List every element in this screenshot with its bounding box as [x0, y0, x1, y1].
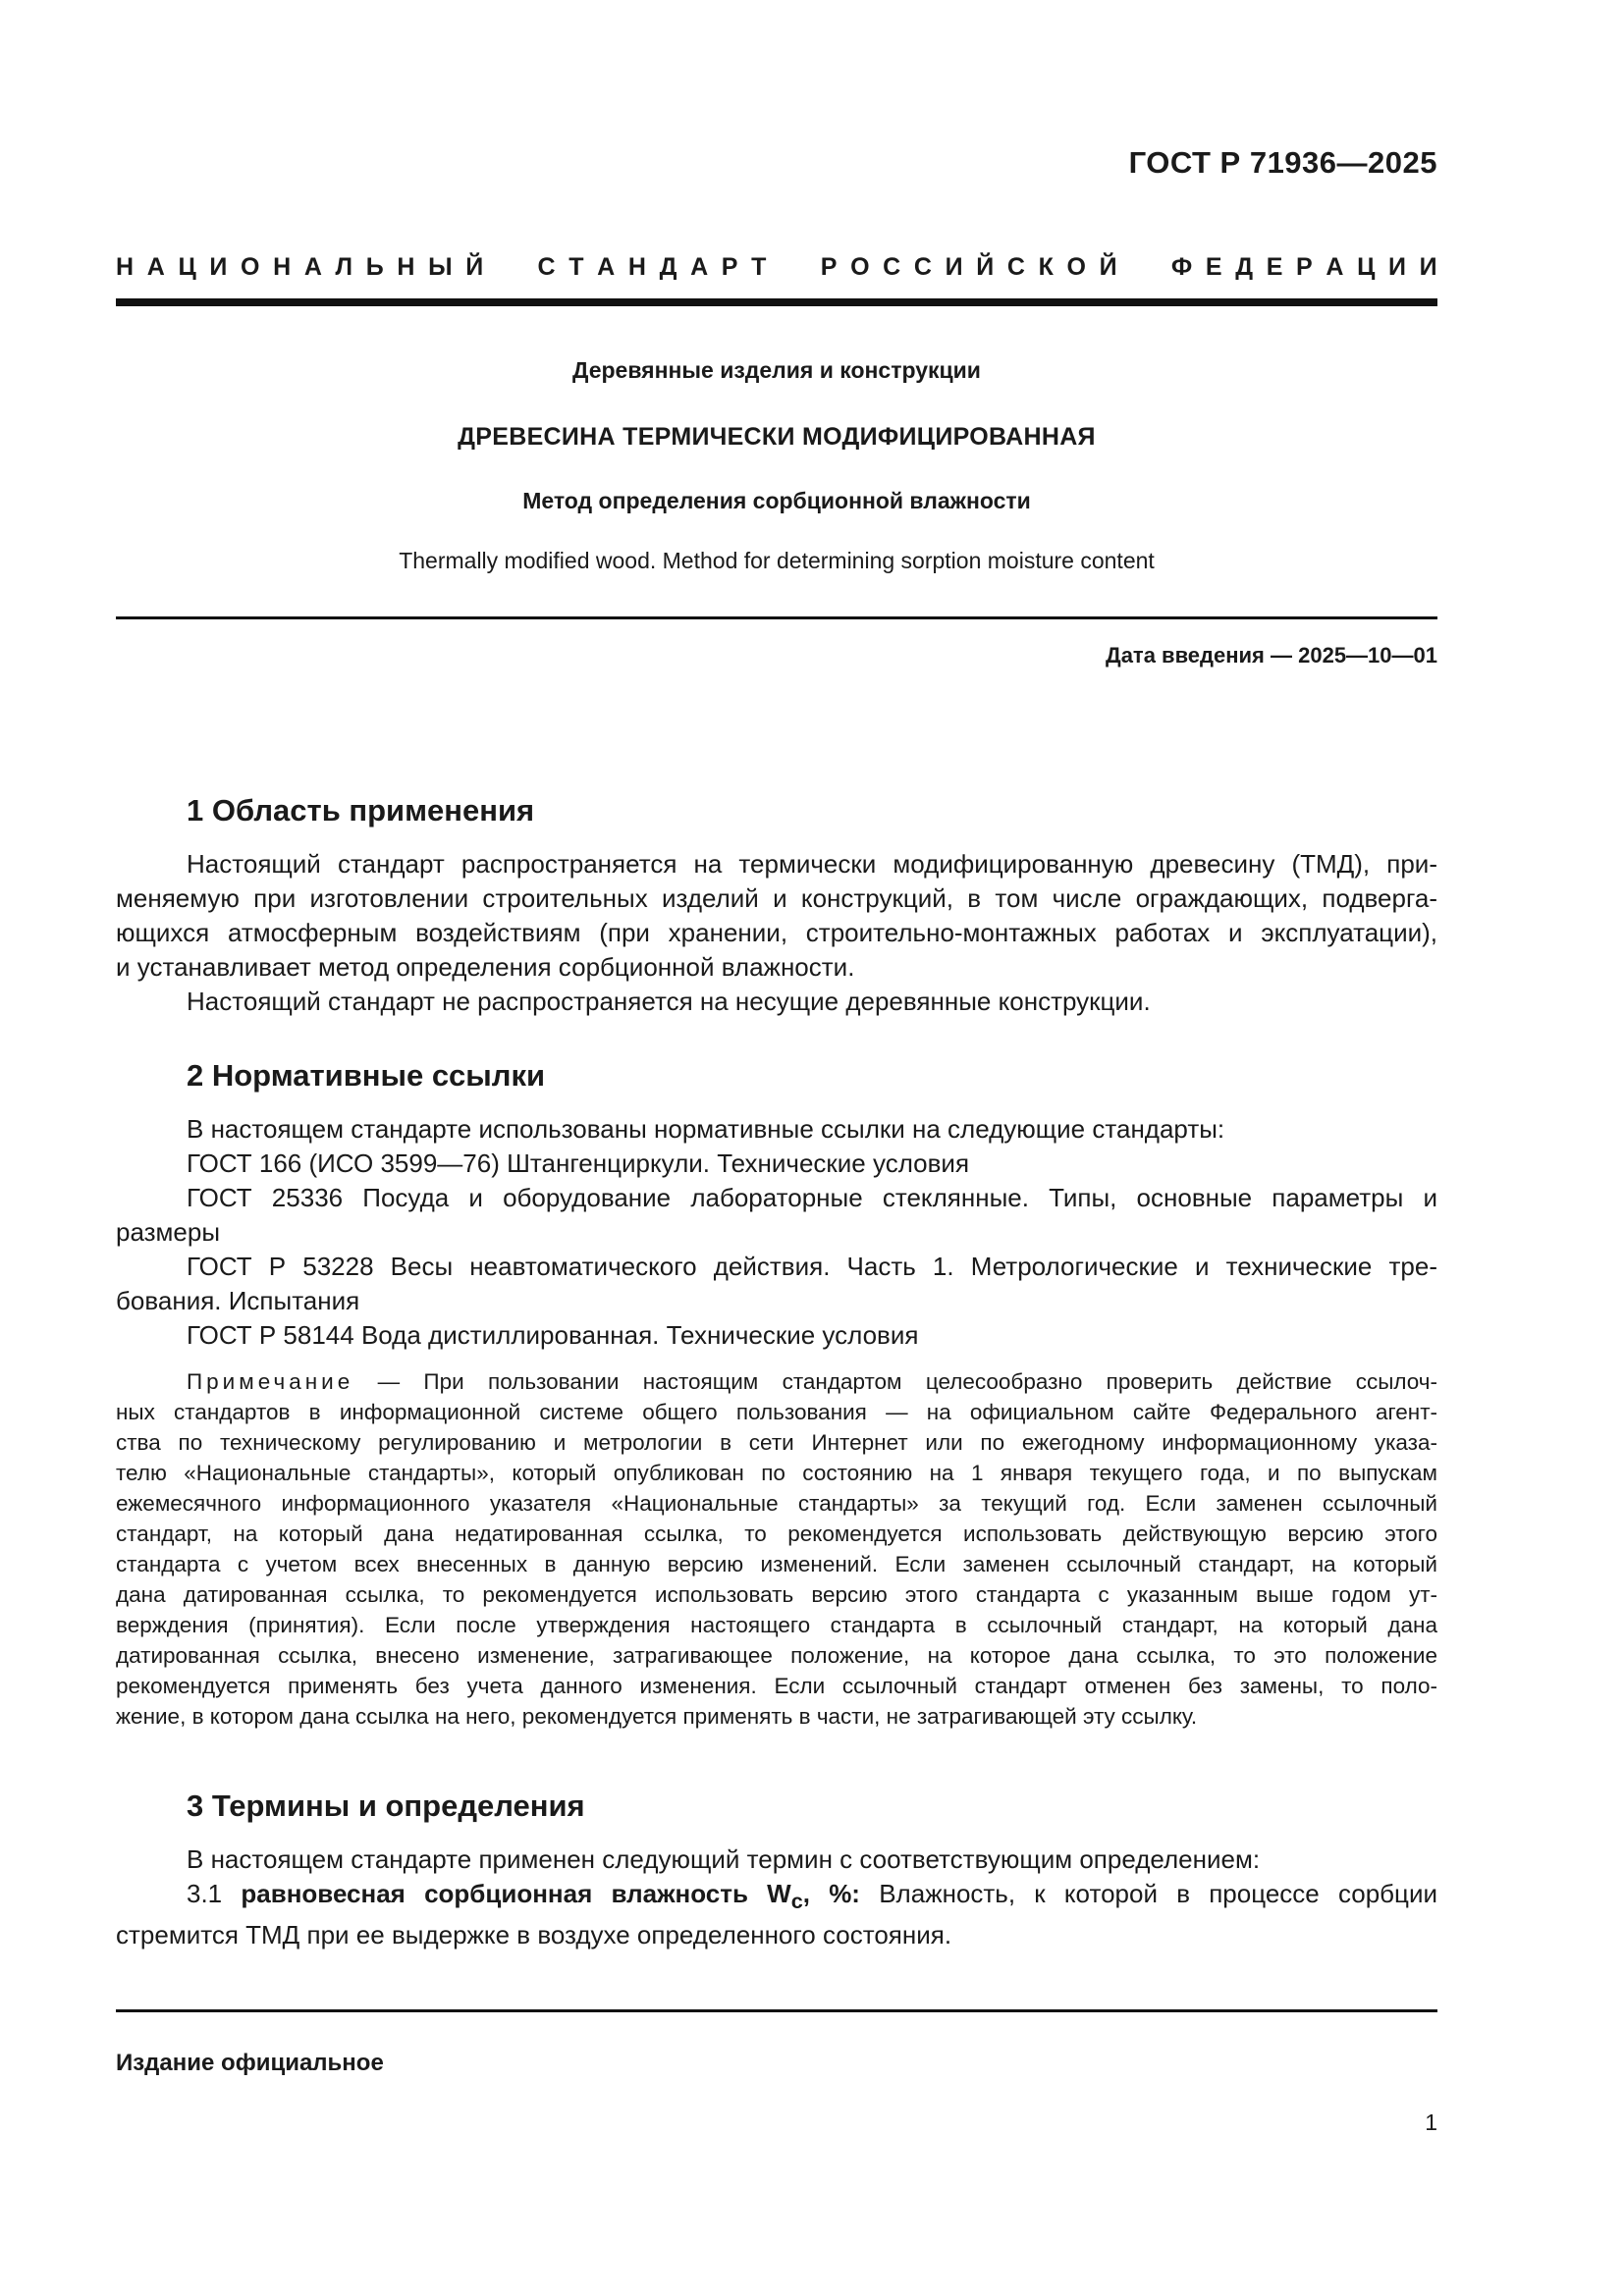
- reference-item-continuation: размеры: [116, 1217, 221, 1247]
- title-sub: Метод определения сорбционной влажности: [522, 488, 1031, 513]
- national-standard-letter: А: [303, 253, 322, 281]
- national-standard-letter: Р: [820, 253, 838, 281]
- note-line: жение, в котором дана ссылка на него, рекомендуется применять в части, не затрагивающей эту ссылку.: [116, 1704, 1198, 1729]
- national-standard-banner: [116, 253, 1437, 282]
- reference-item: ГОСТ Р 53228 Весы неавтоматического действия. Часть 1. Метрологические и технические тре-: [187, 1252, 1437, 1281]
- national-standard-letter: Л: [335, 253, 353, 281]
- note-label: Примечание: [187, 1369, 354, 1394]
- national-standard-letter: И: [209, 253, 228, 281]
- section-1-heading: 1 Область применения: [187, 793, 535, 828]
- national-standard-letter: Р: [721, 253, 738, 281]
- national-standard-letter: Й: [465, 253, 484, 281]
- national-standard-letter: Н: [627, 253, 646, 281]
- national-standard-letter: А: [146, 253, 165, 281]
- term-definition-continuation: стремится ТМД при ее выдержке в воздухе определенного состояния.: [116, 1920, 952, 1950]
- national-standard-letter: [1130, 253, 1158, 282]
- introduction-date: Дата введения — 2025—10—01: [1106, 643, 1437, 667]
- national-standard-letter: И: [945, 253, 963, 281]
- note-line: верждения (принятия). Если после утверждения настоящего стандарта в ссылочный стандарт, на который дана: [116, 1613, 1437, 1637]
- national-standard-letter: [497, 253, 524, 282]
- official-edition-label: Издание официальное: [116, 2050, 384, 2076]
- title-group: Деревянные изделия и конструкции: [572, 357, 981, 383]
- national-standard-letter: С: [537, 253, 556, 281]
- note-line: рекомендуется применять без учета данного изменения. Если ссылочный стандарт отменен без замены, то поло-: [116, 1674, 1437, 1698]
- title-main: ДРЕВЕСИНА ТЕРМИЧЕСКИ МОДИФИЦИРОВАННАЯ: [458, 423, 1096, 451]
- term-definition-line: [116, 1877, 1437, 1918]
- section-1-line: меняемую при изготовлении строительных изделий и конструкций, в том числе ограждающих, подверга-: [116, 883, 1437, 913]
- note-line: стандарт, на который дана недатированная ссылка, то рекомендуется использовать действующую версию этого: [116, 1522, 1437, 1546]
- term-number: 3.1: [187, 1879, 223, 1908]
- document-code: ГОСТ Р 71936—2025: [1128, 145, 1437, 180]
- section-2-body: [116, 1112, 1437, 1353]
- section-3-heading: 3 Термины и определения: [187, 1789, 585, 1823]
- term-name: равновесная сорбционная влажность $W_с$, %:: [241, 1879, 860, 1914]
- note-block: [116, 1366, 1437, 1732]
- document-page: [116, 0, 1437, 2296]
- note-line: телю «Национальные стандарты», который опубликован по состоянию на 1 января текущего года, и по выпускам: [116, 1461, 1437, 1485]
- section-3-body: [116, 1842, 1437, 1952]
- note-line: ства по техническому регулированию и метрологии в сети Интернет или по ежегодному информационному указа-: [116, 1430, 1437, 1455]
- national-standard-letter: С: [883, 253, 901, 281]
- header-rule: [116, 298, 1437, 306]
- national-standard-letter: А: [1326, 253, 1344, 281]
- national-standard-letter: Е: [1266, 253, 1283, 281]
- section-2-intro: В настоящем стандарте использованы нормативные ссылки на следующие стандарты:: [187, 1114, 1225, 1144]
- national-standard-letter: Т: [568, 253, 584, 281]
- national-standard-letter: С: [1006, 253, 1025, 281]
- note-line: Примечание — При пользовании настоящим стандартом целесообразно проверить действие ссылоч-: [187, 1369, 1437, 1394]
- reference-item: ГОСТ 25336 Посуда и оборудование лабораторные стеклянные. Типы, основные параметры и: [187, 1183, 1437, 1212]
- national-standard-letter: [780, 253, 807, 282]
- national-standard-letter: Й: [1099, 253, 1117, 281]
- national-standard-letter: Н: [273, 253, 292, 281]
- national-standard-letter: О: [850, 253, 870, 281]
- note-line: дана датированная ссылка, то рекомендуется использовать версию этого стандарта с указанным выше годом ут-: [116, 1582, 1437, 1607]
- national-standard-letter: А: [597, 253, 616, 281]
- national-standard-letter: Ц: [1357, 253, 1376, 281]
- national-standard-letter: Н: [397, 253, 415, 281]
- section-1-line: ющихся атмосферным воздействиям (при хранении, строительно-монтажных работах и эксплуатации),: [116, 918, 1437, 947]
- page-number: 1: [1425, 2109, 1437, 2135]
- national-standard-letter: И: [1388, 253, 1406, 281]
- national-standard-letter: О: [1066, 253, 1086, 281]
- section-3-intro: В настоящем стандарте применен следующий термин с соответствующим определением:: [187, 1844, 1261, 1874]
- section-2-heading: 2 Нормативные ссылки: [187, 1058, 546, 1093]
- reference-item: ГОСТ Р 58144 Вода дистиллированная. Технические условия: [187, 1320, 919, 1350]
- national-standard-letter: Т: [751, 253, 767, 281]
- reference-item-continuation: бования. Испытания: [116, 1286, 360, 1315]
- national-standard-letter: А: [690, 253, 709, 281]
- note-line: стандарта с учетом всех внесенных в данную версию изменений. Если заменен ссылочный стандарт, на который: [116, 1552, 1437, 1576]
- note-line: ежемесячного информационного указателя «Национальные стандарты» за текущий год. Если заменен ссылочный: [116, 1491, 1437, 1516]
- note-line: датированная ссылка, внесено изменение, затрагивающее положение, на которое дана ссылка, то это положение: [116, 1643, 1437, 1668]
- national-standard-letter: Й: [976, 253, 995, 281]
- national-standard-letter: К: [1038, 253, 1054, 281]
- national-standard-letter: И: [1419, 253, 1437, 281]
- national-standard-letter: Ы: [428, 253, 453, 281]
- term-subscript: с: [790, 1889, 803, 1914]
- footer-rule: [116, 2009, 1437, 2012]
- national-standard-letter: Д: [1235, 253, 1254, 281]
- section-1-line: Настоящий стандарт распространяется на термически модифицированную древесину (ТМД), при-: [187, 849, 1437, 879]
- national-standard-letter: Ь: [365, 253, 384, 281]
- title-english: Thermally modified wood. Method for determining sorption moisture content: [399, 548, 1155, 573]
- reference-item: ГОСТ 166 (ИСО 3599—76) Штангенциркули. Технические условия: [187, 1148, 970, 1178]
- national-standard-letter: Е: [1205, 253, 1222, 281]
- section-1-body: [116, 847, 1437, 1019]
- national-standard-letter: Н: [116, 253, 135, 281]
- national-standard-letter: Р: [1296, 253, 1313, 281]
- national-standard-letter: О: [240, 253, 260, 281]
- national-standard-letter: Д: [659, 253, 677, 281]
- national-standard-letter: Ф: [1170, 253, 1193, 281]
- term-definition: Влажность, к которой в процессе сорбции: [879, 1879, 1438, 1908]
- national-standard-letter: С: [913, 253, 932, 281]
- note-line: ных стандартов в информационной системе общего пользования — на официальном сайте Федерального агент-: [116, 1400, 1437, 1424]
- section-1-line: и устанавливает метод определения сорбционной влажности.: [116, 952, 855, 982]
- national-standard-letter: Ц: [178, 253, 196, 281]
- title-rule: [116, 616, 1437, 619]
- section-1-paragraph-2: Настоящий стандарт не распространяется на несущие деревянные конструкции.: [187, 987, 1151, 1016]
